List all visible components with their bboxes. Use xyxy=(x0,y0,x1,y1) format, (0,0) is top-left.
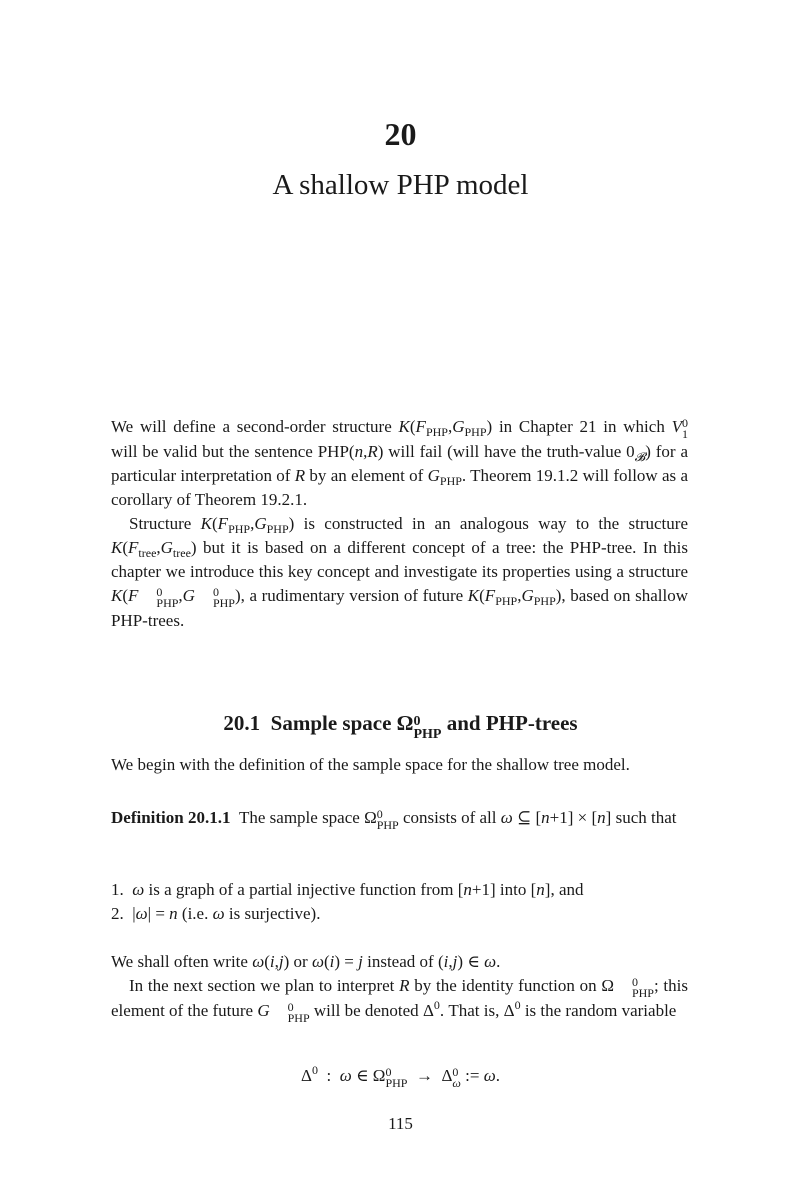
condition-list xyxy=(111,878,688,926)
notation-paragraph: We shall often write ω(i,j) or ω(i) = j instead of (i,j) ∈ ω. xyxy=(111,952,501,971)
chapter-number: 20 xyxy=(384,116,417,152)
intro-paragraph-2: Structure $K(F_{PHP},G_{PHP})$ is constructed in an analogous way to the structure $K(F_{tree},G_{tree})$ but it is based on a different concept of a tree: the PHP-tree. In this chapter we introduce this key concept and investigate its properties using a structure K(F 0 PHP ,G 0 PHP ), a rudimentary version of future $K(F_{PHP},G_{PHP})$, based on shallow PHP-trees. xyxy=(111,514,688,630)
definition-label: Definition 20.1.1 xyxy=(111,808,231,827)
display-equation: $\Delta^0$ : ω ∈ Ω 0 PHP → Δ 0 ω := ω. xyxy=(301,1063,500,1090)
list-item: 2. |ω| = n (i.e. ω is surjective). xyxy=(111,904,321,923)
chapter-title: A shallow PHP model xyxy=(272,169,529,201)
section-heading: 20.1 Sample space Ω 0 PHP and PHP-trees xyxy=(223,711,578,742)
definition-block: Definition 20.1.1 The sample space Ω 0 PHP consists of all ω ⊆ [n+1] × [n] such that xyxy=(111,807,677,832)
delta-paragraph: In the next section we plan to interpret R by the identity function on Ω 0 PHP ; this element of the future G 0 PHP will be denoted $\Delta^0$. That is, $\Delta^0$ is the random variable xyxy=(111,975,688,1025)
after-definition xyxy=(111,950,688,1024)
page-number: 115 xyxy=(388,1114,413,1133)
list-item: 1. ω is a graph of a partial injective function from [n+1] into [n], and xyxy=(111,880,584,899)
section-intro: We begin with the definition of the sample space for the shallow tree model. xyxy=(111,755,630,774)
chapter-intro xyxy=(111,415,688,633)
intro-paragraph-1: We will define a second-order structure $K(F_{PHP},G_{PHP})$ in Chapter 21 in which V 0 1 will be valid but the sentence PHP(n,R) will fail (will have the truth-value $0_𝓑$) for a particular interpretation of R by an element of $G_{PHP}$. Theorem 19.1.2 will follow as a corollary of Theorem 19.2.1. xyxy=(111,416,689,509)
section-number: 20.1 xyxy=(223,711,261,735)
